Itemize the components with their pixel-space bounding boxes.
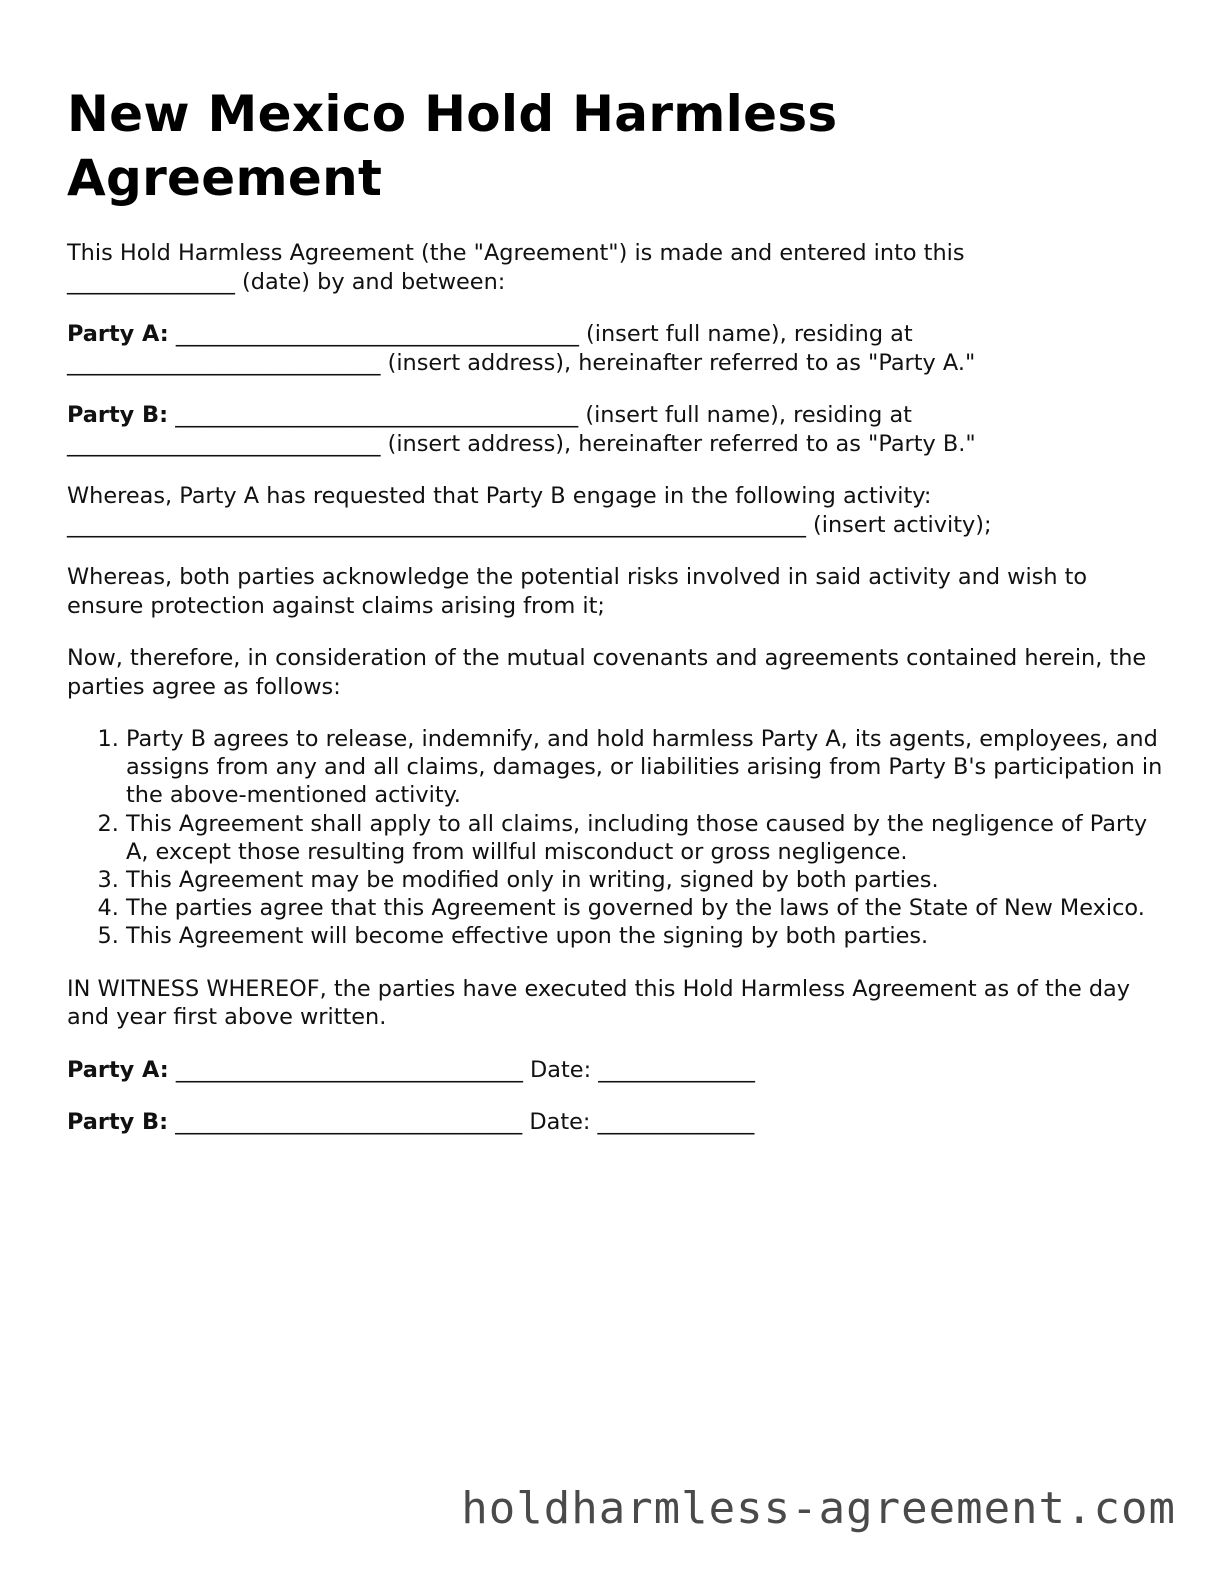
intro-paragraph bbox=[67, 239, 1167, 296]
whereas-activity-line-2: __________________________________________________________________ (insert activity); bbox=[67, 511, 992, 538]
watermark-text: holdharmless-agreement.com bbox=[461, 1483, 1176, 1534]
list-item: 1. Party B agrees to release, indemnify, and hold harmless Party A, its agents, employees, and assigns from any and all claims, damages, or liabilities arising from Party B's participation in the above-mentioned activity. bbox=[126, 725, 1167, 810]
party-a-label: Party A: bbox=[67, 321, 169, 347]
witness-paragraph: IN WITNESS WHEREOF, the parties have executed this Hold Harmless Agreement as of the day and year first above written. bbox=[67, 975, 1131, 1031]
signature-label-party-a: Party A: bbox=[67, 1056, 169, 1083]
party-b-line-2: ____________________________ (insert address), hereinafter referred to as "Party B." bbox=[67, 430, 976, 457]
party-b-label: Party B: bbox=[67, 402, 169, 428]
signature-line-party-a bbox=[67, 1056, 1167, 1085]
party-a-line-1: ____________________________________ (insert full name), residing at bbox=[168, 321, 913, 347]
whereas-risks-paragraph: Whereas, both parties acknowledge the potential risks involved in said activity and wish to ensure protection against claims arising from it; bbox=[67, 564, 1088, 619]
whereas-activity-line-1: Whereas, Party A has requested that Party B engage in the following activity: bbox=[67, 483, 932, 509]
whereas-activity-paragraph bbox=[67, 482, 1167, 539]
now-therefore-paragraph: Now, therefore, in consideration of the mutual covenants and agreements contained herein, the parties agree as follows: bbox=[67, 645, 1147, 700]
party-a-paragraph bbox=[67, 320, 1167, 377]
party-b-paragraph bbox=[67, 401, 1167, 458]
document-title: New Mexico Hold Harmless Agreement bbox=[67, 85, 838, 207]
intro-line-2: _______________ (date) by and between: bbox=[67, 268, 506, 295]
terms-list bbox=[67, 725, 1167, 951]
party-a-line-2: ____________________________ (insert address), hereinafter referred to as "Party A." bbox=[67, 349, 976, 376]
list-item: 5. This Agreement will become effective upon the signing by both parties. bbox=[126, 922, 1167, 950]
document-page bbox=[67, 82, 1167, 1137]
signature-label-party-b: Party B: bbox=[67, 1109, 169, 1136]
intro-line-1: This Hold Harmless Agreement (the "Agreement") is made and entered into this bbox=[67, 240, 965, 266]
list-item: 2. This Agreement shall apply to all claims, including those caused by the negligence of Party A, except those resulting from willful misconduct or gross negligence. bbox=[126, 810, 1167, 866]
signature-line-party-b bbox=[67, 1108, 1167, 1137]
signature-fields-party-a: _______________________________ Date: ______________ bbox=[168, 1056, 755, 1083]
signature-fields-party-b: _______________________________ Date: ______________ bbox=[168, 1109, 755, 1136]
list-item: 4. The parties agree that this Agreement is governed by the laws of the State of New Mexico. bbox=[126, 894, 1167, 922]
party-b-line-1: ____________________________________ (insert full name), residing at bbox=[168, 402, 912, 428]
list-item: 3. This Agreement may be modified only in writing, signed by both parties. bbox=[126, 866, 1167, 894]
